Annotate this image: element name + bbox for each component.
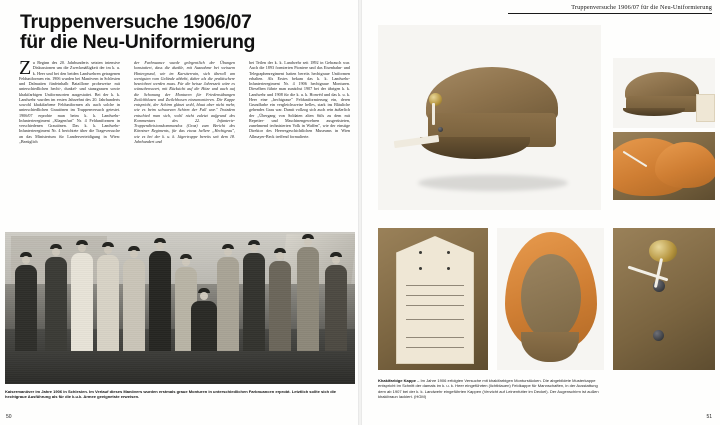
right-caption-lead: Khakifarbige Kappe <box>378 378 417 383</box>
running-header-rule <box>508 13 712 14</box>
page-title-line1: Truppenversuche 1906/07 <box>20 11 252 33</box>
running-header: Truppenversuche 1906/07 für die Neu-Uniformierung <box>571 4 712 11</box>
photo-grain-overlay <box>5 232 355 384</box>
cap-lining-detail <box>613 132 715 200</box>
cap-inner-felt <box>521 254 581 340</box>
cap-cockade-button <box>429 93 442 106</box>
cap-stud <box>653 330 664 341</box>
paper-tag <box>396 236 474 364</box>
text-column-2-body: der Farbnuance wurde gelegentlich der Übungen konstatiert, dass die dunkle, mit Ausnahme bei weissem Hintergrund, wie im Karstterrain, sich überall am wenigsten vom Gelände abhebt, daher als die praktischere bezeichnet werden muss. Für die heisse Jahreszeit wäre es wünschenswert, mit Rücksicht auf die Hitze und auch auf die Schonung der Monturen für Friedensübungen Zwilchblusen und Zwilchhosen einzumontieren. Die Kappe entspricht, der Schirm glänzt wohl, blaut aber nicht mehr, wie es beim schwarzen Schirm der Fall war." Trotzdem entschied man sich, wohl nicht zuletzt aufgrund des Kommentars des 22. Infanterie-Truppendivisionskommandos (Graz) zum Bericht des Kärntner Regiments, für das etwas hellere „Hechtgrau", wie es bei der k. u. k. Jägertruppe bereits seit dem 18. Jahrhundert und <box>134 60 235 144</box>
text-column-3-body: bei Teilen der k. k. Landwehr seit 1892 in Gebrauch war. Auch die 1893 formierten Pioniere und das Eisenbahn- und Telegraphenregiment hatten bereits hechtgraue Uniformen erhalten. Als Erstes bekam das k. k. Landwehr-Infanterieregiment Nr. 4 1906 hechtgraue Monturen. Dieselben führte man zunächst 1907 bei der übrigen k. k. Landwehr und 1908 für die k. u. k. Honvéd und das k. u. k. Heer eine „hechtgraue" Felduniformierung ein, deren Grundfarbe ein vergleichsweise helles, stark ins Bläuliche gehendes Grau war. Damit vollzog sich auch rein äußerlich der „Übergang von Soldaten alten Stils zu dem mit Repetier- und Maschinengewehren ausgerüsteten, zunehmend technisierten Volk in Waffen", wie der einstige Direktor des Heeresgeschichtlichen Museums in Wien Allmayer-Beck treffend formulierte. <box>249 60 350 139</box>
body-text-columns <box>19 60 355 210</box>
left-photo-caption: Kaisermanöver im Jahre 1906 in Schlesien. Im Verlauf dieses Manövers wurden erstmals graue Monturen in unterschiedlichen Farbnuancen erprobt. Letztlich sollte sich die hechtgraue Ausführung als für die k.u.k. Armee geeignetste erweisen. <box>5 389 337 400</box>
cap-hang-cord <box>432 103 435 125</box>
drop-cap: Z <box>19 60 32 79</box>
cap-label-tag <box>696 94 715 122</box>
cap-interior-view <box>497 228 604 370</box>
tag-eyelet <box>419 267 422 270</box>
tag-eyelet <box>419 251 422 254</box>
text-column-1-body: u Beginn des 20. Jahrhunderts setzten intensive Diskussionen um die Zweckmäßigkeit der im k. u. k. Heer und bei den beiden Landwehren getragenen Felduniformen ein. 1906 wurden bei Manövern in Schlesien und Dalmatien fünfeinhalb Bataillone probeweise mit unterschiedlichen hecht-, dunkel- und stanzgrauen sowie khakifarbigen Uniformsorten ausgestattet. Bei der k. k. Landwehr wurden im ersten Jahrzehnt des 20. Jahrhunderts sowohl khakifarbene Felduniformen als auch solche in unterschiedlichen Grautönen im Truppenversuch getestet. 1906/07 erprobte man beim k. k. Landwehr-Infanterieregiment „Klagenfurt" Nr. 4 Felduniformen in verschiedenen Grautönen. Das k. k. Landwehr-Infanterieregiment Nr. 4 berichtete über die Trageversuche an das Ministerium für Landesverteidigung in Wien: „Bezüglich <box>19 60 120 144</box>
cap-stud <box>438 127 443 132</box>
right-caption-body: – Im Jahre 1906 erfolgten Versuche mit khakifarbigen Monturstücken. Die abgebildete Musterkappe entspricht im Schnitt der damals im k. u. k. Heer eingeführten (lichtblauen) Feldkappe für Mannschaften, in der Ausstattung dem ab 1907 bei der k. k. Landwehr eingeführten Kappen (Verzicht auf Leinenfutter im Deckel). Der Augenschirm ist außen khakibraun lackiert. (HGM) <box>378 378 599 400</box>
right-photo-caption <box>378 378 606 400</box>
book-gutter <box>358 0 362 425</box>
text-column-2 <box>134 60 235 210</box>
tag-eyelet <box>447 251 450 254</box>
tag-eyelet <box>447 267 450 270</box>
kaisermanoever-group-photo <box>5 232 355 384</box>
text-column-1 <box>19 60 120 210</box>
cap-label-tag <box>378 228 488 370</box>
page-title-line2: für die Neu-Uniformierung <box>20 31 256 53</box>
khaki-cap-side-view <box>378 25 601 210</box>
page-number-right: 51 <box>706 414 712 420</box>
cap-button-detail <box>613 228 715 370</box>
cap-orange-lining <box>655 142 715 188</box>
text-column-3 <box>249 60 350 210</box>
page-title <box>20 12 320 52</box>
page-number-left: 50 <box>6 414 12 420</box>
khaki-cap-rear-view <box>613 58 715 128</box>
